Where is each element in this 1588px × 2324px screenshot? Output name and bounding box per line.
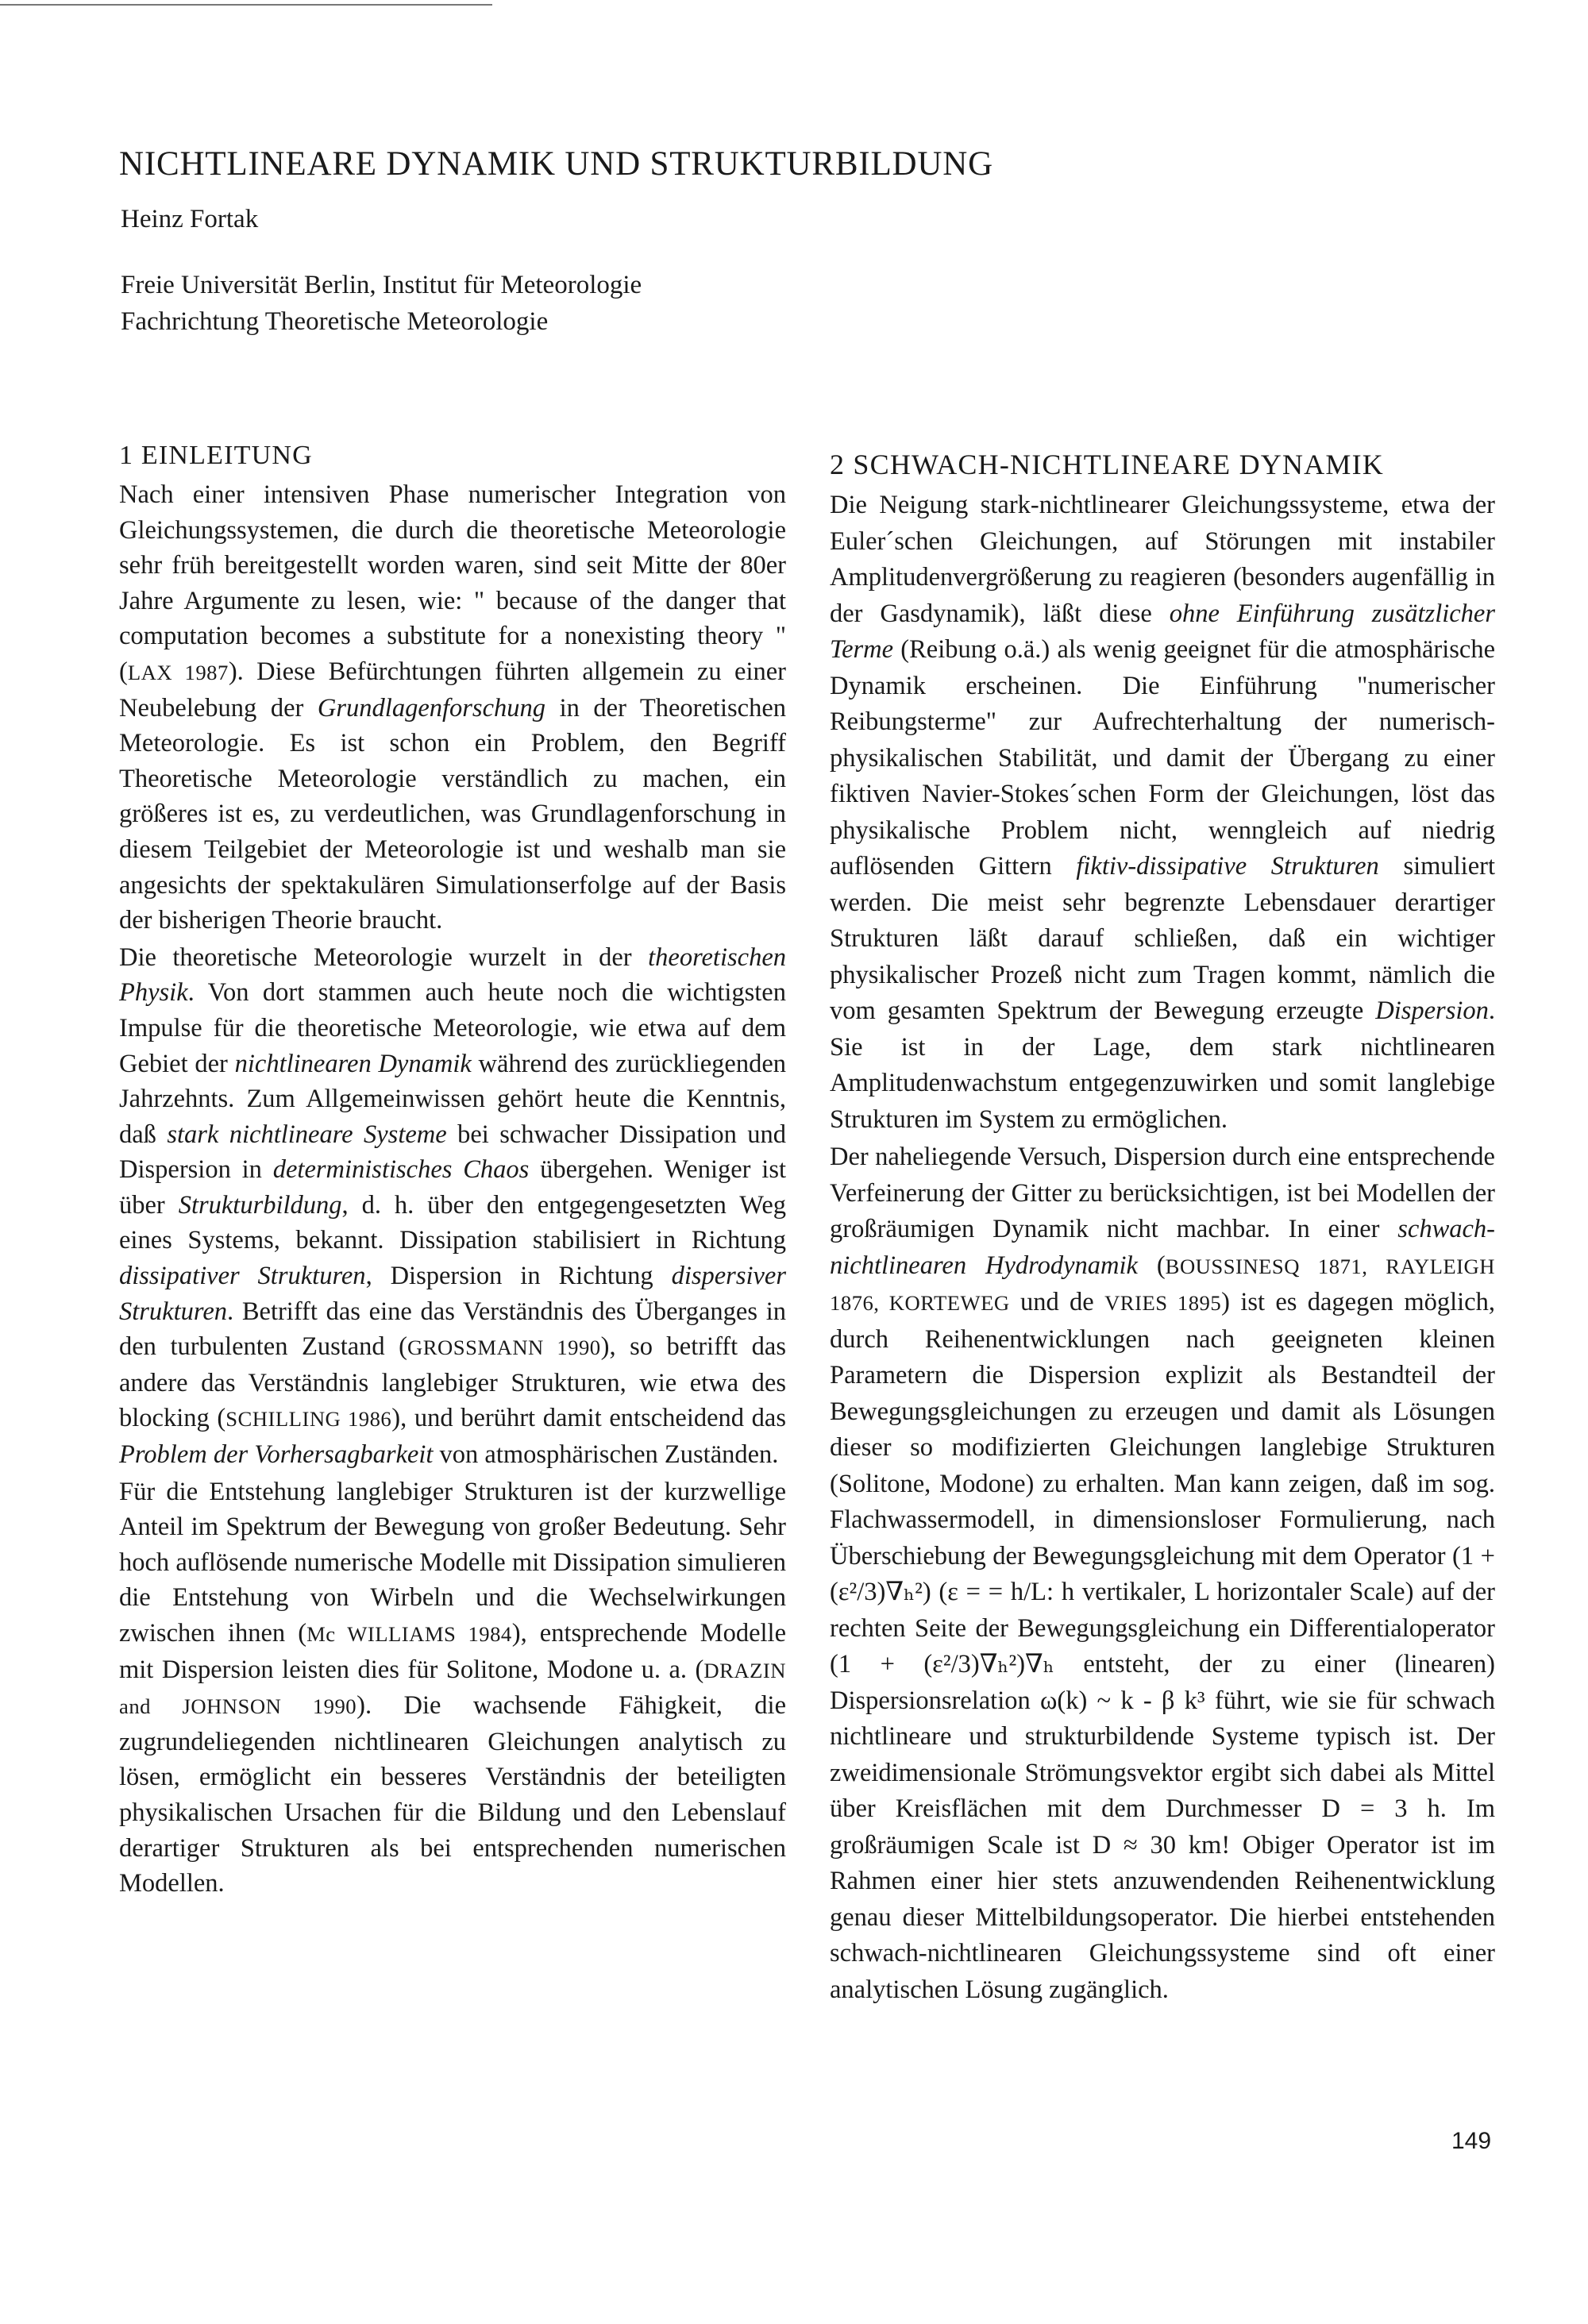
citation-text: DRAZIN and JOHNSON 1990: [119, 1658, 786, 1719]
body-text: ). Die wachsende Fähigkeit, die zugrundeliegenden nichtlinearen Gleichungen analytisch zu lösen, ermöglicht ein besseres Verständnis der beteiligten physikalischen Ursachen für die Bildung und den Lebenslauf derartiger Strukturen als bei entsprechenden numerischen Modellen.: [119, 1691, 786, 1898]
body-text: . Von dort stammen auch heute noch die wichtigsten Impulse für die theoretische Meteorologie, wie etwa auf dem Gebiet der: [119, 978, 786, 1078]
affiliation: [121, 267, 642, 340]
body-text: . Betrifft das eine das Verständnis des Überganges in den turbulenten Zustand (: [119, 1297, 786, 1362]
body-text: in der Theoretischen Meteorologie. Es ist schon ein Problem, den Begriff Theoretische Meteorologie verständlich zu machen, ein größeres ist es, zu verdeutlichen, was Grundlagenforschung in diesem Teilgebiet der Meteorologie ist und weshalb man sie angesichts der spektakulären Simulationserfolge auf der Basis der bisherigen Theorie braucht.: [119, 693, 786, 935]
section-2-heading: 2 SCHWACH-NICHTLINEARE DYNAMIK: [830, 449, 1384, 480]
emphasis-text: fiktiv-dissipative Strukturen: [1076, 852, 1379, 881]
citation-text: Mc WILLIAMS 1984: [306, 1622, 512, 1646]
emphasis-text: ohne Einführung zusätzlicher Terme: [830, 599, 1495, 664]
body-text: , d. h. über den entgegengesetzten Weg eines Systems, bekannt. Dissipation stabilisiert in Richtung: [119, 1190, 787, 1255]
citation-text: VRIES 1895: [1104, 1291, 1222, 1315]
body-text: Die theoretische Meteorologie wurzelt in der: [119, 942, 649, 972]
section-1-heading: 1 EINLEITUNG: [119, 441, 313, 470]
citation-text: LAX 1987: [127, 660, 229, 684]
section-1-column: [119, 441, 786, 1902]
body-text: simuliert werden. Die meist sehr begrenzte Lebensdauer derartiger Strukturen läßt darauf schließen, daß ein wichtiger physikalischer Prozeß nicht zum Tragen kommt, nämlich die vom gesamten Spektrum der Bewegung erzeugte: [830, 852, 1495, 1025]
citation-text: SCHILLING 1986: [225, 1407, 392, 1432]
emphasis-text: Dispersion: [1375, 996, 1489, 1025]
emphasis-text: stark nichtlineare Systeme: [167, 1120, 447, 1149]
body-text: ). Diese Befürchtungen führten allgemein zu einer Neubelebung der: [119, 657, 786, 723]
body-text: Nach einer intensiven Phase numerischer Integration von Gleichungssystemen, die durch die theoretische Meteorologie sehr früh bereitgestellt worden waren, sind seit Mitte der 80er Jahre Argumente zu lesen, wie: " because of the danger that computation becomes a substitute for a nonexisting theory " (: [119, 480, 786, 686]
body-text: Für die Entstehung langlebiger Strukturen ist der kurzwellige Anteil im Spektrum der Bewegung von großer Bedeutung. Sehr hoch auflösende numerische Modelle mit Dissipation simulieren die Entstehung von Wirbeln und die Wechselwirkungen zwischen ihnen (: [119, 1477, 786, 1648]
section-2-column: [830, 448, 1495, 2008]
body-text: bei schwacher Dissipation und Dispersion in: [119, 1120, 786, 1185]
section-1-paragraph-2: [119, 940, 786, 1473]
author-name: Heinz Fortak: [121, 205, 259, 233]
section-2-paragraph-2: [830, 1139, 1495, 2008]
body-text: ), und berührt damit entscheidend das: [391, 1404, 786, 1433]
citation-text: BOUSSINESQ 1871, RAYLEIGH 1876, KORTEWEG: [830, 1254, 1496, 1315]
emphasis-text: Grundlagenforschung: [317, 693, 545, 723]
emphasis-text: Problem der Vorhersagbarkeit: [119, 1440, 434, 1470]
section-2-paragraph-1: [830, 488, 1495, 1138]
emphasis-text: schwach-nichtlinearen Hydrodynamik: [830, 1215, 1495, 1280]
body-text: Der naheliegende Versuch, Dispersion durch eine entsprechende Verfeinerung der Gitter zu berücksichtigen, ist bei Modellen der großräumigen Dynamik nicht machbar. In einer: [830, 1143, 1495, 1243]
emphasis-text: deterministisches Chaos: [272, 1155, 530, 1185]
emphasis-text: dissipativer Strukturen: [119, 1262, 366, 1291]
body-text: , Dispersion in Richtung: [365, 1262, 672, 1291]
emphasis-text: dispersiver Strukturen: [119, 1262, 786, 1326]
section-1-paragraph-3: [119, 1474, 786, 1902]
section-1-paragraph-1: [119, 477, 786, 938]
body-text: Die Neigung stark-nichtlinearer Gleichungssysteme, etwa der Euler´schen Gleichungen, auf Störungen mit instabiler Amplitudenvergrößerung zu reagieren (besonders augenfällig in der Gasdynamik), läßt diese: [830, 491, 1495, 628]
affiliation-line-2: Fachrichtung Theoretische Meteorologie: [121, 307, 549, 336]
emphasis-text: nichtlinearen Dynamik: [234, 1049, 472, 1078]
body-text: ), entsprechende Modelle mit Dispersion leisten dies für Solitone, Modone u. a. (: [119, 1619, 787, 1684]
body-text: ), so betrifft das andere das Verständnis langlebiger Strukturen, wie etwa des blocking (: [119, 1332, 786, 1433]
top-rule: [0, 4, 492, 6]
paper-title: NICHTLINEARE DYNAMIK UND STRUKTURBILDUNG: [119, 145, 993, 183]
citation-text: GROSSMANN 1990: [407, 1335, 601, 1360]
body-text: von atmosphärischen Zuständen.: [433, 1440, 779, 1470]
emphasis-text: Strukturbildung: [178, 1190, 342, 1220]
body-text: und de: [1009, 1288, 1105, 1316]
body-text: ) ist es dagegen möglich, durch Reihenentwicklungen nach geeigneten kleinen Parametern die Dispersion explizit als Bestandteil der Bewegungsgleichungen zu erzeugen und damit als Lösungen dieser so modifizierten Gleichungen langlebige Strukturen (Solitone, Modone) zu erhalten. Man kann zeigen, daß im sog. Flachwassermodell, in dimensionsloser Formulierung, nach Überschiebung der Bewegungsgleichung mit dem Operator (1 + (ε²/3)∇ₕ²) (ε = = h/L: h vertikaler, L horizontaler Scale) auf der rechten Seite der Bewegungsgleichung ein Differentialoperator (1 + (ε²/3)∇ₕ²)∇ₕ entsteht, der zu einer (linearen) Dispersionsrelation ω(k) ~ k - β k³ führt, wie sie für schwach nichtlineare und strukturbildende Systeme typisch ist. Der zweidimensionale Strömungsvektor ergibt sich dabei als Mittel über Kreisflächen mit dem Durchmesser D = 3 h. Im großräumigen Scale ist D ≈ 30 km! Obiger Operator ist im Rahmen einer hier stets anzuwendenden Reihenentwicklung genau dieser Mittelbildungsoperator. Die hierbei entstehenden schwach-nichtlinearen Gleichungssysteme sind oft einer analytischen Lösung zugänglich.: [830, 1288, 1495, 2004]
body-text: . Sie ist in der Lage, dem stark nichtlinearen Amplitudenwachstum entgegenzuwirken und somit langlebige Strukturen im System zu ermöglichen.: [830, 996, 1495, 1134]
body-text: (Reibung o.ä.) als wenig geeignet für die atmosphärische Dynamik erscheinen. Die Einführung "numerischer Reibungsterme" zur Aufrechterhaltung der numerisch-physikalischen Stabilität, und damit der Übergang zu einer fiktiven Navier-Stokes´schen Form der Gleichungen, löst das physikalische Problem nicht, wenngleich auf niedrig auflösenden Gittern: [830, 635, 1495, 881]
emphasis-text: theoretischen Physik: [119, 942, 786, 1008]
body-text: (: [1137, 1251, 1166, 1280]
body-text: während des zurückliegenden Jahrzehnts. Zum Allgemeinwissen gehört heute die Kenntnis, daß: [119, 1049, 786, 1149]
affiliation-line-1: Freie Universität Berlin, Institut für Meteorologie: [121, 271, 642, 299]
page-number: 149: [1451, 2128, 1492, 2154]
body-text: übergehen. Weniger ist über: [119, 1155, 786, 1220]
